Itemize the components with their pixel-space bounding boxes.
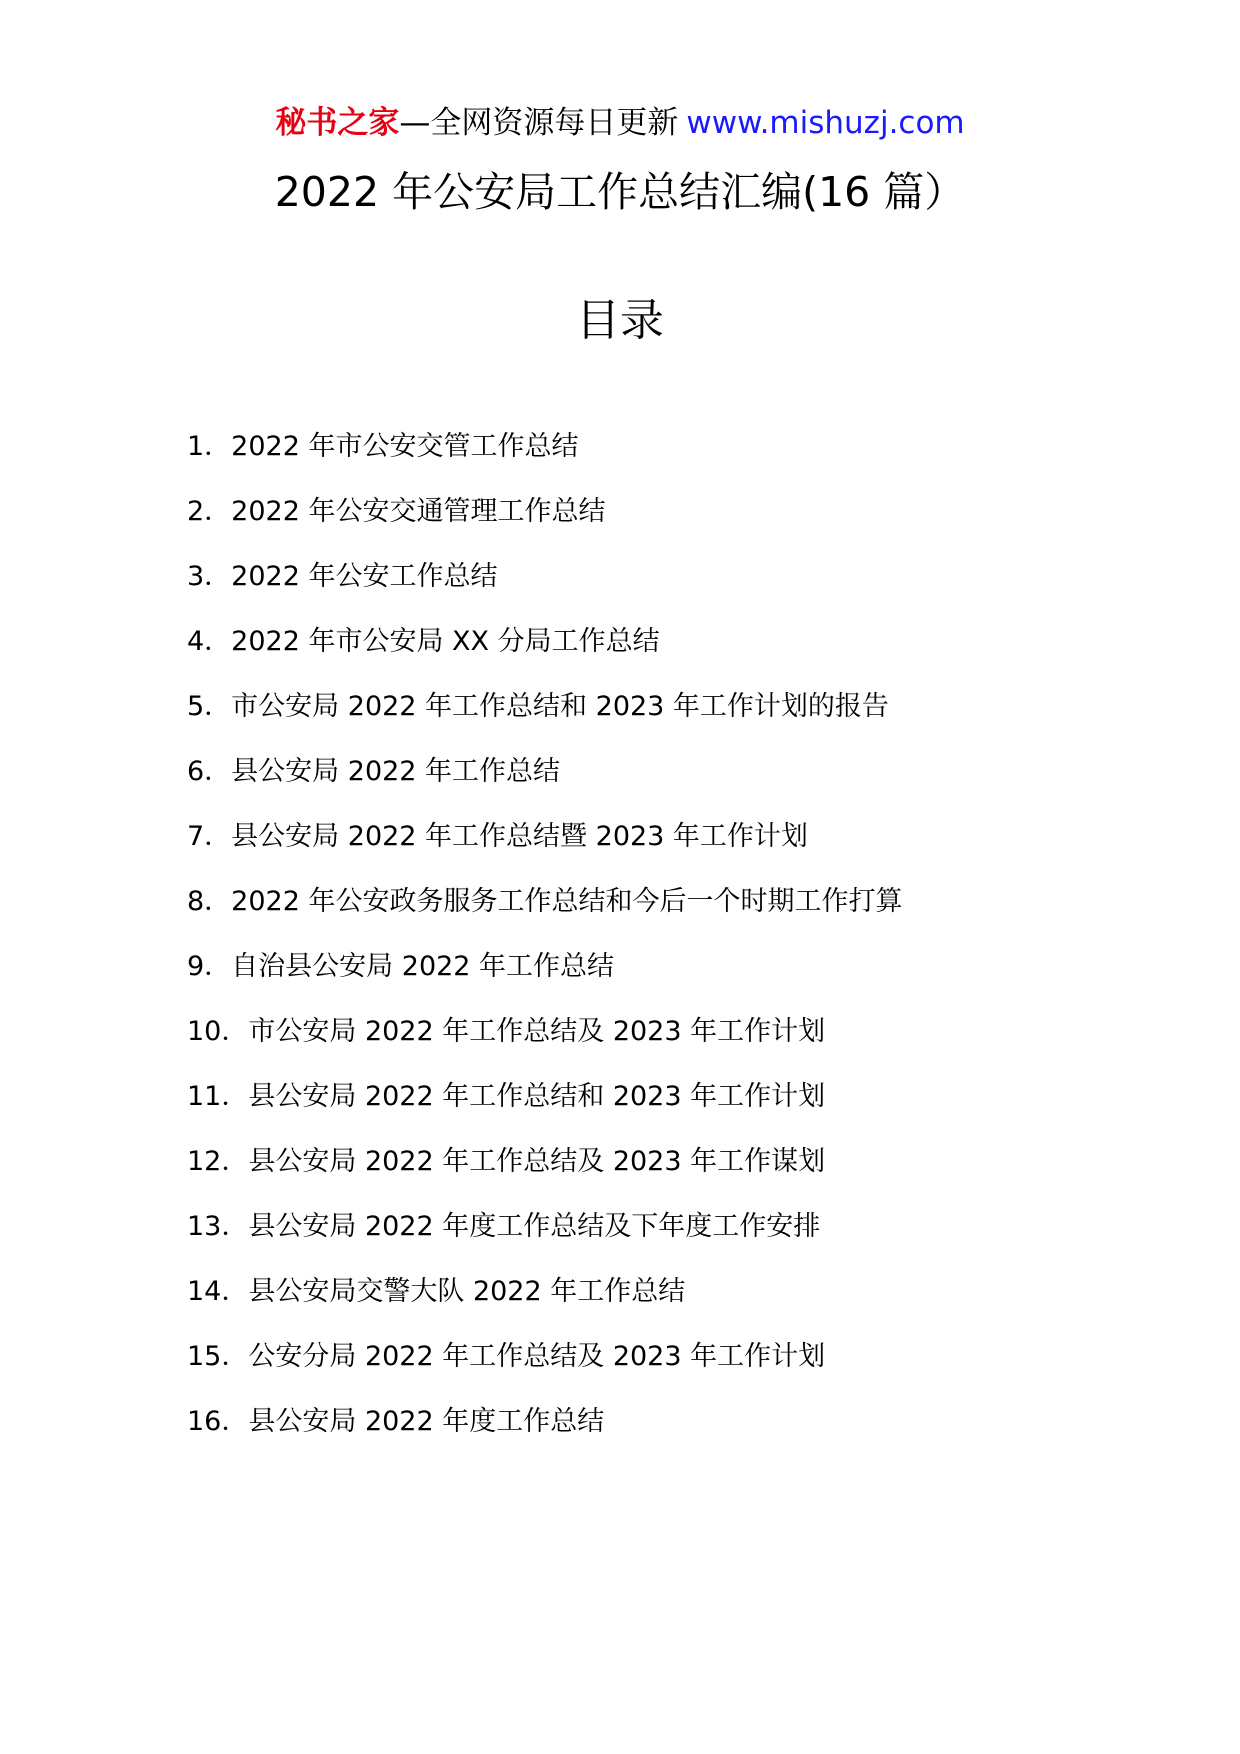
toc-item[interactable]: 15．公安分局 2022 年工作总结及 2023 年工作计划 bbox=[187, 1341, 826, 1372]
toc-item[interactable]: 16．县公安局 2022 年度工作总结 bbox=[187, 1406, 605, 1437]
header-slogan: —全网资源每日更新 bbox=[399, 105, 679, 141]
toc-item[interactable]: 10．市公安局 2022 年工作总结及 2023 年工作计划 bbox=[187, 1016, 826, 1047]
toc-item[interactable]: 7．县公安局 2022 年工作总结暨 2023 年工作计划 bbox=[187, 821, 808, 852]
toc-item[interactable]: 14．县公安局交警大队 2022 年工作总结 bbox=[187, 1276, 686, 1307]
toc-item[interactable]: 1．2022 年市公安交管工作总结 bbox=[187, 431, 579, 462]
toc-item[interactable]: 13．县公安局 2022 年度工作总结及下年度工作安排 bbox=[187, 1211, 821, 1242]
toc-item[interactable]: 8．2022 年公安政务服务工作总结和今后一个时期工作打算 bbox=[187, 886, 903, 917]
website-link[interactable]: www.mishuzj.com bbox=[686, 105, 965, 141]
toc-heading: 目录 bbox=[576, 295, 664, 346]
toc-item[interactable]: 3．2022 年公安工作总结 bbox=[187, 561, 498, 592]
site-header bbox=[0, 98, 1240, 148]
toc-item[interactable]: 11．县公安局 2022 年工作总结和 2023 年工作计划 bbox=[187, 1081, 826, 1112]
toc-item[interactable]: 6．县公安局 2022 年工作总结 bbox=[187, 756, 561, 787]
toc-item[interactable]: 5．市公安局 2022 年工作总结和 2023 年工作计划的报告 bbox=[187, 691, 889, 722]
toc-item[interactable]: 9．自治县公安局 2022 年工作总结 bbox=[187, 951, 615, 982]
toc-item[interactable]: 12．县公安局 2022 年工作总结及 2023 年工作谋划 bbox=[187, 1146, 826, 1177]
toc-item[interactable]: 4．2022 年市公安局 XX 分局工作总结 bbox=[187, 626, 660, 657]
toc-item[interactable]: 2．2022 年公安交通管理工作总结 bbox=[187, 496, 606, 527]
document-title: 2022 年公安局工作总结汇编(16 篇） bbox=[274, 168, 966, 216]
table-of-contents bbox=[187, 427, 902, 1467]
brand-name: 秘书之家 bbox=[275, 105, 400, 141]
